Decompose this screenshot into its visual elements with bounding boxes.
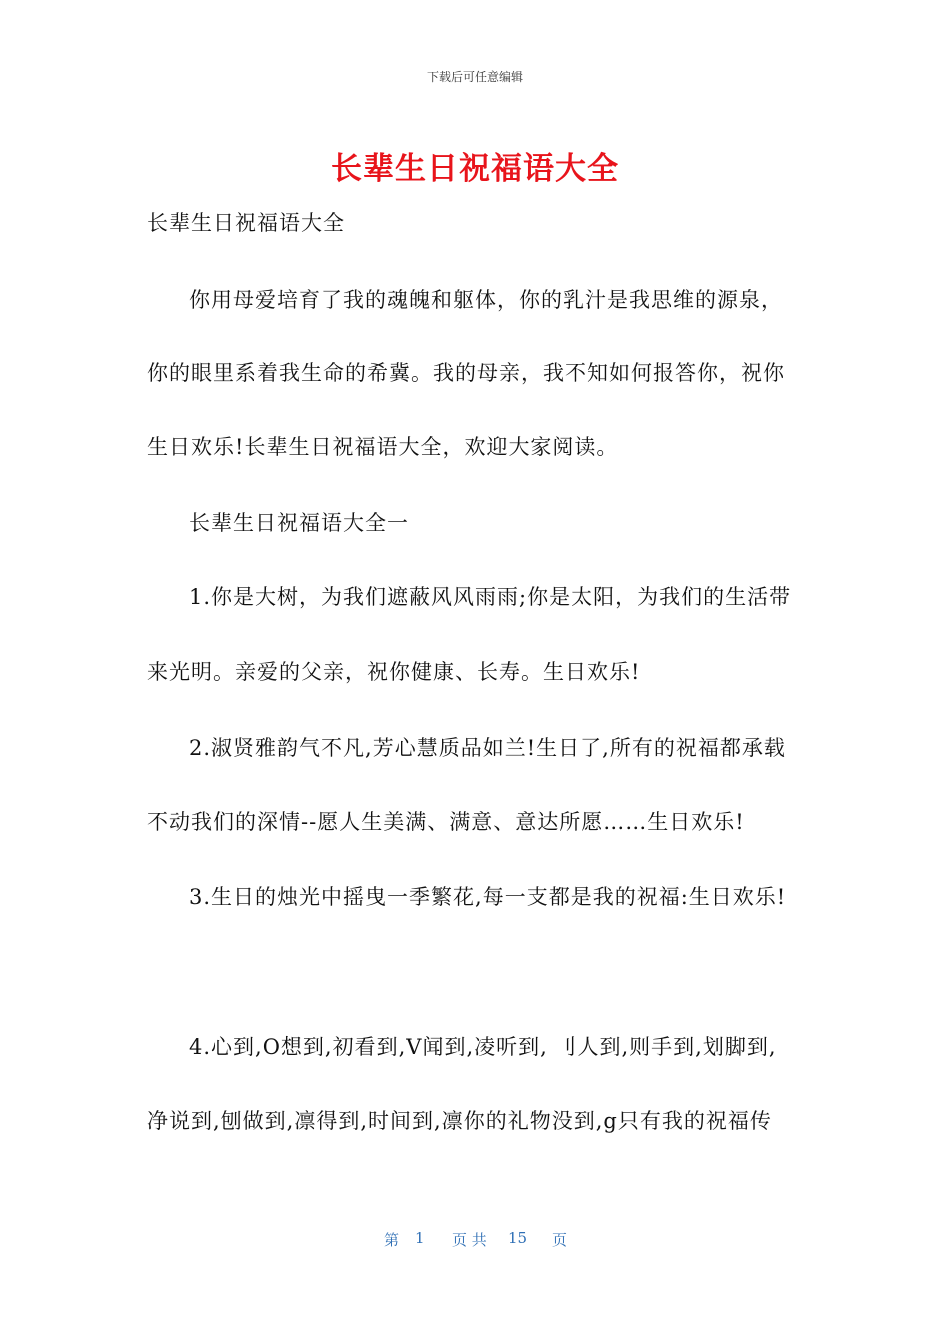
- footer-total-suffix: 页: [552, 1231, 568, 1249]
- paragraph-line: 你的眼里系着我生命的希冀。我的母亲，我不知如何报答你，祝你: [147, 361, 785, 385]
- document-title: 长辈生日祝福语大全: [331, 151, 619, 187]
- footer-page-label: 第: [384, 1231, 400, 1249]
- document-subtitle: 长辈生日祝福语大全: [147, 211, 345, 235]
- header-note: 下载后可任意编辑: [426, 70, 523, 84]
- footer-total-prefix: 页 共: [452, 1231, 487, 1249]
- paragraph-line: 生日欢乐!长辈生日祝福语大全，欢迎大家阅读。: [147, 435, 619, 459]
- paragraph-line: 1.你是大树，为我们遮蔽风风雨雨;你是太阳，为我们的生活带: [189, 585, 792, 609]
- paragraph-line: 净说到,刨做到,凛得到,时间到,凛你的礼物没到,g只有我的祝福传: [147, 1109, 772, 1133]
- paragraph-line: 不动我们的深情--愿人生美满、满意、意达所愿……生日欢乐!: [147, 810, 745, 834]
- paragraph-line: 2.淑贤雅韵气不凡,芳心慧质品如兰!生日了,所有的祝福都承载: [189, 736, 786, 760]
- paragraph-line: 3.生日的烛光中摇曳一季繁花,每一支都是我的祝福:生日欢乐!: [189, 885, 787, 909]
- paragraph-line: 来光明。亲爱的父亲，祝你健康、长寿。生日欢乐!: [147, 660, 641, 684]
- section-heading: 长辈生日祝福语大全一: [189, 511, 409, 535]
- paragraph-line: 你用母爱培育了我的魂魄和躯体，你的乳汁是我思维的源泉，: [189, 288, 783, 312]
- footer-current-page: 1: [415, 1229, 425, 1247]
- footer-total-pages: 15: [508, 1229, 528, 1247]
- paragraph-line: 4.心到,O想到,初看到,V闻到,凌听到, 刂人到,则手到,划脚到,: [189, 1035, 777, 1059]
